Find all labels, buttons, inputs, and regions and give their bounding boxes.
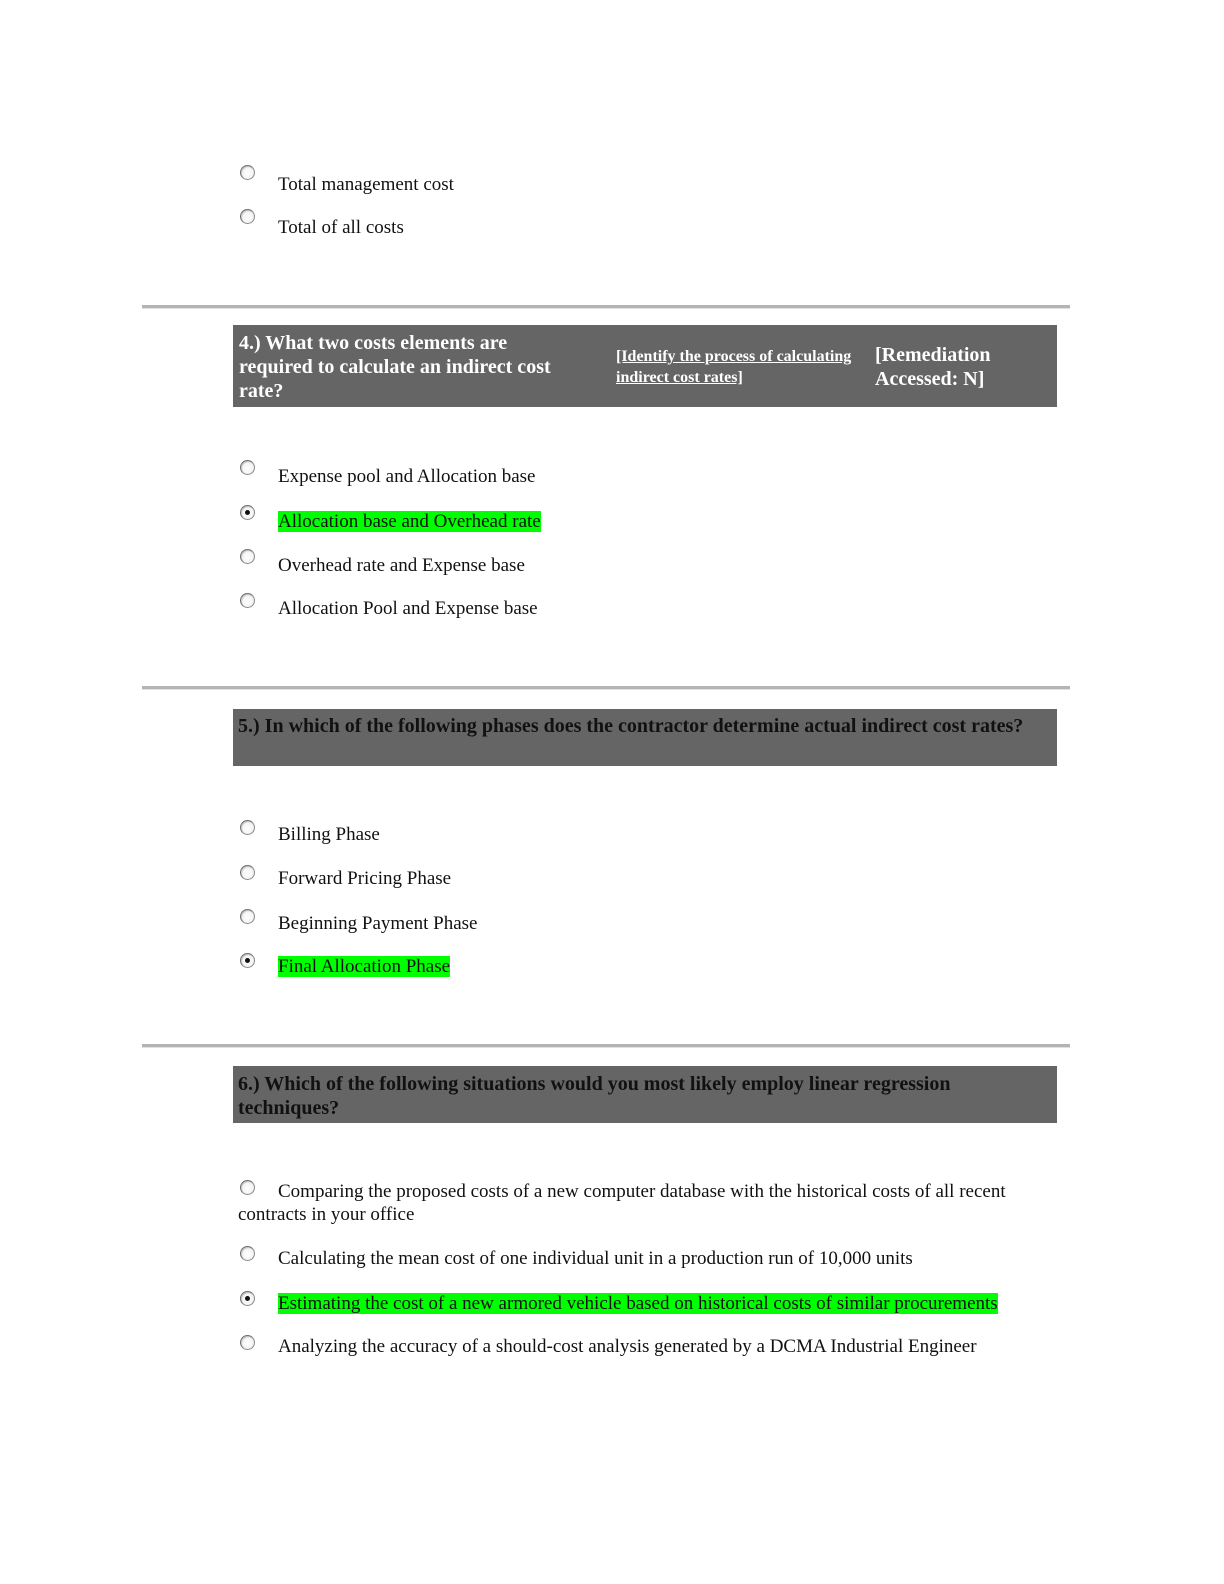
q4-option-4-radio[interactable]: [240, 593, 255, 608]
q3-option-2-label: Total of all costs: [278, 217, 404, 238]
question-4-objective-link[interactable]: [Identify the process of calculating indirect cost rates]: [616, 348, 852, 386]
q4-option-4-label: Allocation Pool and Expense base: [278, 598, 538, 619]
q3-option-2-radio[interactable]: [240, 209, 255, 224]
q6-option-3-highlight: Estimating the cost of a new armored vehicle based on historical costs of similar procurements: [278, 1293, 998, 1314]
q6-option-2-label: Calculating the mean cost of one individual unit in a production run of 10,000 units: [278, 1248, 913, 1269]
q4-option-2-highlight: Allocation base and Overhead rate: [278, 511, 541, 532]
q4-option-3-radio[interactable]: [240, 549, 255, 564]
question-6-header: [233, 1066, 1057, 1123]
q3-option-1-label: Total management cost: [278, 174, 454, 195]
q4-option-2-radio[interactable]: [240, 505, 255, 520]
q5-option-2-label: Forward Pricing Phase: [278, 868, 452, 889]
section-divider: [142, 305, 1070, 309]
question-4-remediation-status: [Remediation Accessed: N]: [875, 344, 991, 390]
question-5-header: [233, 709, 1057, 766]
q6-option-3-label: [278, 1292, 998, 1315]
section-divider: [142, 1044, 1070, 1048]
q6-option-4-radio[interactable]: [240, 1335, 255, 1350]
q4-option-1-radio[interactable]: [240, 460, 255, 475]
q4-option-2-label: [278, 510, 541, 533]
q5-option-4-radio[interactable]: [240, 953, 255, 968]
q3-option-1-radio[interactable]: [240, 165, 255, 180]
q4-option-1-label: Expense pool and Allocation base: [278, 466, 536, 487]
q6-option-1-label: Comparing the proposed costs of a new computer database with the historical costs of all recent contracts in your office: [238, 1181, 1006, 1225]
q6-option-2-radio[interactable]: [240, 1246, 255, 1261]
question-6-text: 6.) Which of the following situations would you most likely employ linear regression techniques?: [238, 1073, 951, 1119]
q5-option-4-label: [278, 955, 450, 978]
q5-option-3-label: Beginning Payment Phase: [278, 913, 478, 934]
question-4-text: 4.) What two costs elements are required to calculate an indirect cost rate?: [239, 332, 551, 402]
q5-option-3-radio[interactable]: [240, 909, 255, 924]
q5-option-1-radio[interactable]: [240, 820, 255, 835]
q5-option-4-highlight: Final Allocation Phase: [278, 956, 451, 977]
q6-option-3-radio[interactable]: [240, 1291, 255, 1306]
q6-option-4-label: Analyzing the accuracy of a should-cost analysis generated by a DCMA Industrial Engineer: [278, 1336, 977, 1357]
q4-option-3-label: Overhead rate and Expense base: [278, 555, 525, 576]
q5-option-1-label: Billing Phase: [278, 824, 380, 845]
q5-option-2-radio[interactable]: [240, 865, 255, 880]
question-4-header: [233, 325, 1057, 407]
section-divider: [142, 686, 1070, 690]
question-5-text: 5.) In which of the following phases does the contractor determine actual indirect cost rates?: [238, 715, 1024, 737]
